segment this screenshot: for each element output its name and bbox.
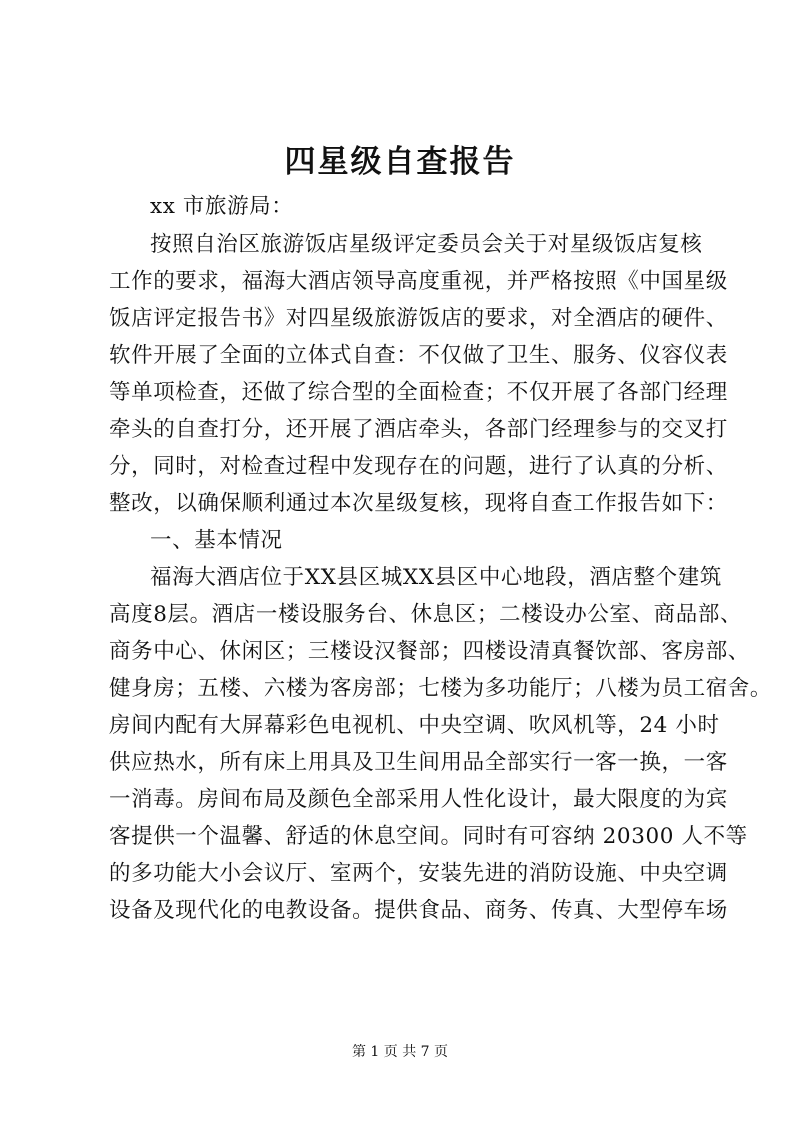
salutation: xx 市旅游局： bbox=[150, 194, 294, 219]
paragraph-2-line: 商务中心、休闲区；三楼设汉餐部；四楼设清真餐饮部、客房部、 bbox=[109, 639, 750, 664]
document-title: 四星级自查报告 bbox=[284, 144, 516, 180]
page-indicator: 第 1 页 共 7 页 bbox=[351, 1044, 449, 1060]
paragraph-1-line: 饭店评定报告书》对四星级旅游饭店的要求，对全酒店的硬件、 bbox=[109, 306, 728, 331]
paragraph-2-line: 高度8层。酒店一楼设服务台、休息区；二楼设办公室、商品部、 bbox=[109, 602, 743, 627]
paragraph-2-line: 的多功能大小会议厅、室两个，安装先进的消防设施、中央空调 bbox=[109, 861, 728, 886]
paragraph-1-line: 分，同时，对检查过程中发现存在的问题，进行了认真的分析、 bbox=[109, 454, 728, 479]
paragraph-2-line: 客提供一个温馨、舒适的休息空间。同时有可容纳 20300 人不等 bbox=[109, 824, 748, 849]
paragraph-2-line: 房间内配有大屏幕彩色电视机、中央空调、吹风机等，24 小时 bbox=[109, 713, 720, 738]
paragraph-1-line: 牵头的自查打分，还开展了酒店牵头，各部门经理参与的交叉打 bbox=[109, 417, 728, 442]
paragraph-2-line: 福海大酒店位于XX县区城XX县区中心地段，酒店整个建筑 bbox=[150, 565, 722, 590]
paragraph-1-line: 按照自治区旅游饭店星级评定委员会关于对星级饭店复核 bbox=[150, 232, 703, 257]
paragraph-2-line: 设备及现代化的电教设备。提供食品、商务、传真、大型停车场 bbox=[109, 898, 728, 923]
paragraph-1-line: 整改，以确保顺利通过本次星级复核，现将自查工作报告如下： bbox=[109, 491, 728, 516]
paragraph-1-line: 工作的要求，福海大酒店领导高度重视，并严格按照《中国星级 bbox=[109, 269, 728, 294]
paragraph-2-line: 一消毒。房间布局及颜色全部采用人性化设计，最大限度的为宾 bbox=[109, 787, 728, 812]
paragraph-2-line: 健身房；五楼、六楼为客房部；七楼为多功能厅；八楼为员工宿舍。 bbox=[109, 676, 773, 701]
section-heading: 一、基本情况 bbox=[150, 528, 283, 553]
paragraph-2-line: 供应热水，所有床上用具及卫生间用品全部实行一客一换，一客 bbox=[109, 750, 728, 775]
paragraph-1-line: 等单项检查，还做了综合型的全面检查；不仅开展了各部门经理 bbox=[109, 380, 728, 405]
paragraph-1-line: 软件开展了全面的立体式自查：不仅做了卫生、服务、仪容仪表 bbox=[109, 343, 728, 368]
